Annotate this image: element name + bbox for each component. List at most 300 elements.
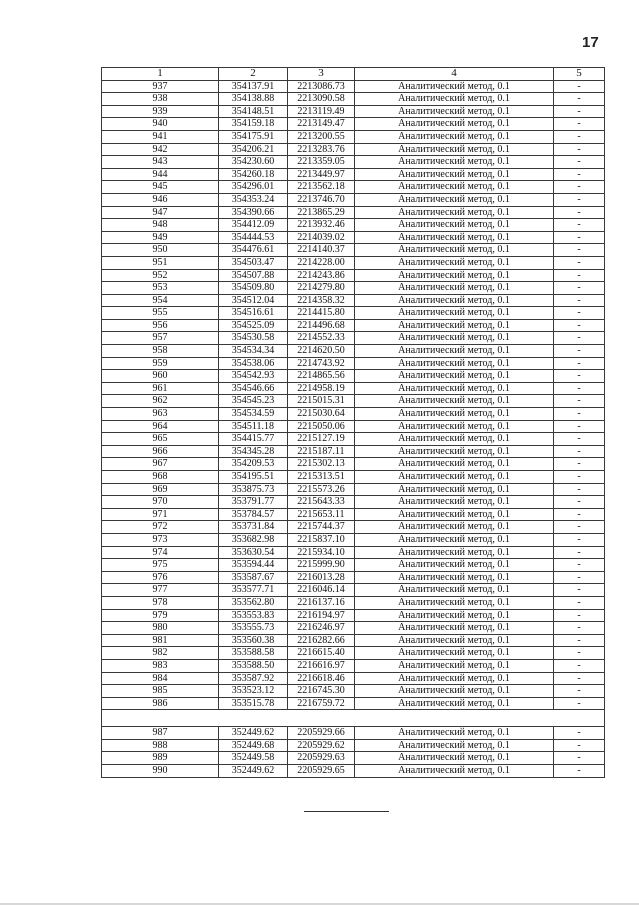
x-coordinate-cell: 354195.51 <box>219 471 288 484</box>
table-row <box>102 244 605 257</box>
y-coordinate-cell: 2216618.46 <box>288 672 355 685</box>
point-number-cell: 938 <box>102 93 219 106</box>
table-row <box>102 319 605 332</box>
note-cell: - <box>554 659 605 672</box>
table-row <box>102 256 605 269</box>
point-number-cell: 971 <box>102 508 219 521</box>
point-number-cell: 987 <box>102 727 219 740</box>
point-number-cell: 963 <box>102 408 219 421</box>
table-row <box>102 571 605 584</box>
y-coordinate-cell: 2215127.19 <box>288 433 355 446</box>
y-coordinate-cell: 2214358.32 <box>288 294 355 307</box>
note-cell: - <box>554 672 605 685</box>
x-coordinate-cell: 353587.92 <box>219 672 288 685</box>
table-row <box>102 609 605 622</box>
method-cell: Аналитический метод, 0.1 <box>355 332 554 345</box>
point-number-cell: 937 <box>102 80 219 93</box>
method-cell: Аналитический метод, 0.1 <box>355 408 554 421</box>
column-header: 5 <box>554 68 605 81</box>
x-coordinate-cell: 353588.58 <box>219 647 288 660</box>
y-coordinate-cell: 2213090.58 <box>288 93 355 106</box>
x-coordinate-cell: 354444.53 <box>219 231 288 244</box>
y-coordinate-cell: 2213562.18 <box>288 181 355 194</box>
y-coordinate-cell: 2213449.97 <box>288 168 355 181</box>
method-cell: Аналитический метод, 0.1 <box>355 420 554 433</box>
note-cell: - <box>554 458 605 471</box>
method-cell: Аналитический метод, 0.1 <box>355 319 554 332</box>
point-number-cell: 986 <box>102 697 219 710</box>
y-coordinate-cell: 2205929.66 <box>288 727 355 740</box>
note-cell: - <box>554 395 605 408</box>
note-cell: - <box>554 752 605 765</box>
point-number-cell: 976 <box>102 571 219 584</box>
point-number-cell: 983 <box>102 659 219 672</box>
note-cell: - <box>554 471 605 484</box>
method-cell: Аналитический метод, 0.1 <box>355 609 554 622</box>
x-coordinate-cell: 353553.83 <box>219 609 288 622</box>
table-row <box>102 445 605 458</box>
method-cell: Аналитический метод, 0.1 <box>355 156 554 169</box>
y-coordinate-cell: 2214743.92 <box>288 357 355 370</box>
x-coordinate-cell: 352449.62 <box>219 765 288 778</box>
x-coordinate-cell: 353577.71 <box>219 584 288 597</box>
note-cell: - <box>554 521 605 534</box>
method-cell: Аналитический метод, 0.1 <box>355 80 554 93</box>
table-row <box>102 345 605 358</box>
point-number-cell: 940 <box>102 118 219 131</box>
y-coordinate-cell: 2214279.80 <box>288 282 355 295</box>
y-coordinate-cell: 2214039.02 <box>288 231 355 244</box>
note-cell: - <box>554 219 605 232</box>
table-row <box>102 647 605 660</box>
table-row <box>102 357 605 370</box>
method-cell: Аналитический метод, 0.1 <box>355 458 554 471</box>
point-number-cell: 967 <box>102 458 219 471</box>
x-coordinate-cell: 354345.28 <box>219 445 288 458</box>
table-row <box>102 130 605 143</box>
method-cell: Аналитический метод, 0.1 <box>355 508 554 521</box>
note-cell: - <box>554 105 605 118</box>
table-row <box>102 282 605 295</box>
x-coordinate-cell: 353791.77 <box>219 496 288 509</box>
x-coordinate-cell: 353523.12 <box>219 685 288 698</box>
point-number-cell: 974 <box>102 546 219 559</box>
note-cell: - <box>554 697 605 710</box>
method-cell: Аналитический метод, 0.1 <box>355 546 554 559</box>
table-row <box>102 546 605 559</box>
method-cell: Аналитический метод, 0.1 <box>355 269 554 282</box>
x-coordinate-cell: 354353.24 <box>219 193 288 206</box>
point-number-cell: 980 <box>102 622 219 635</box>
table-row <box>102 765 605 778</box>
point-number-cell: 981 <box>102 634 219 647</box>
x-coordinate-cell: 352449.62 <box>219 727 288 740</box>
point-number-cell: 990 <box>102 765 219 778</box>
table-row <box>102 105 605 118</box>
x-coordinate-cell: 354545.23 <box>219 395 288 408</box>
method-cell: Аналитический метод, 0.1 <box>355 256 554 269</box>
table-row <box>102 685 605 698</box>
method-cell: Аналитический метод, 0.1 <box>355 596 554 609</box>
table-row <box>102 206 605 219</box>
x-coordinate-cell: 354538.06 <box>219 357 288 370</box>
method-cell: Аналитический метод, 0.1 <box>355 659 554 672</box>
note-cell: - <box>554 483 605 496</box>
y-coordinate-cell: 2213149.47 <box>288 118 355 131</box>
method-cell: Аналитический метод, 0.1 <box>355 634 554 647</box>
y-coordinate-cell: 2216137.16 <box>288 596 355 609</box>
note-cell: - <box>554 508 605 521</box>
y-coordinate-cell: 2215030.64 <box>288 408 355 421</box>
y-coordinate-cell: 2214140.37 <box>288 244 355 257</box>
note-cell: - <box>554 206 605 219</box>
note-cell: - <box>554 596 605 609</box>
x-coordinate-cell: 354296.01 <box>219 181 288 194</box>
note-cell: - <box>554 244 605 257</box>
note-cell: - <box>554 634 605 647</box>
point-number-cell: 969 <box>102 483 219 496</box>
y-coordinate-cell: 2213865.29 <box>288 206 355 219</box>
coordinates-table <box>101 67 605 778</box>
method-cell: Аналитический метод, 0.1 <box>355 685 554 698</box>
x-coordinate-cell: 354546.66 <box>219 382 288 395</box>
x-coordinate-cell: 353594.44 <box>219 559 288 572</box>
x-coordinate-cell: 354148.51 <box>219 105 288 118</box>
point-number-cell: 960 <box>102 370 219 383</box>
note-cell: - <box>554 231 605 244</box>
x-coordinate-cell: 354415.77 <box>219 433 288 446</box>
column-header: 4 <box>355 68 554 81</box>
point-number-cell: 964 <box>102 420 219 433</box>
method-cell: Аналитический метод, 0.1 <box>355 445 554 458</box>
table-row <box>102 584 605 597</box>
point-number-cell: 984 <box>102 672 219 685</box>
point-number-cell: 942 <box>102 143 219 156</box>
point-number-cell: 959 <box>102 357 219 370</box>
note-cell: - <box>554 93 605 106</box>
y-coordinate-cell: 2213359.05 <box>288 156 355 169</box>
y-coordinate-cell: 2215744.37 <box>288 521 355 534</box>
table-row <box>102 193 605 206</box>
x-coordinate-cell: 354206.21 <box>219 143 288 156</box>
y-coordinate-cell: 2216282.66 <box>288 634 355 647</box>
table-row <box>102 118 605 131</box>
table-row <box>102 382 605 395</box>
table-row <box>102 156 605 169</box>
table-header-row <box>102 68 605 81</box>
point-number-cell: 970 <box>102 496 219 509</box>
method-cell: Аналитический метод, 0.1 <box>355 93 554 106</box>
point-number-cell: 968 <box>102 471 219 484</box>
note-cell: - <box>554 445 605 458</box>
x-coordinate-cell: 353560.38 <box>219 634 288 647</box>
point-number-cell: 989 <box>102 752 219 765</box>
method-cell: Аналитический метод, 0.1 <box>355 622 554 635</box>
y-coordinate-cell: 2205929.65 <box>288 765 355 778</box>
method-cell: Аналитический метод, 0.1 <box>355 571 554 584</box>
table-row <box>102 659 605 672</box>
y-coordinate-cell: 2205929.62 <box>288 739 355 752</box>
note-cell: - <box>554 256 605 269</box>
y-coordinate-cell: 2215015.31 <box>288 395 355 408</box>
point-number-cell: 985 <box>102 685 219 698</box>
method-cell: Аналитический метод, 0.1 <box>355 307 554 320</box>
method-cell: Аналитический метод, 0.1 <box>355 181 554 194</box>
y-coordinate-cell: 2215313.51 <box>288 471 355 484</box>
point-number-cell: 988 <box>102 739 219 752</box>
point-number-cell: 965 <box>102 433 219 446</box>
x-coordinate-cell: 354516.61 <box>219 307 288 320</box>
note-cell: - <box>554 193 605 206</box>
table-row <box>102 219 605 232</box>
point-number-cell: 973 <box>102 533 219 546</box>
method-cell: Аналитический метод, 0.1 <box>355 130 554 143</box>
note-cell: - <box>554 496 605 509</box>
table-row <box>102 634 605 647</box>
note-cell: - <box>554 408 605 421</box>
x-coordinate-cell: 353784.57 <box>219 508 288 521</box>
point-number-cell: 945 <box>102 181 219 194</box>
note-cell: - <box>554 269 605 282</box>
method-cell: Аналитический метод, 0.1 <box>355 168 554 181</box>
x-coordinate-cell: 354542.93 <box>219 370 288 383</box>
method-cell: Аналитический метод, 0.1 <box>355 559 554 572</box>
x-coordinate-cell: 352449.58 <box>219 752 288 765</box>
table-row <box>102 508 605 521</box>
table-row <box>102 697 605 710</box>
point-number-cell: 977 <box>102 584 219 597</box>
x-coordinate-cell: 354476.61 <box>219 244 288 257</box>
y-coordinate-cell: 2216745.30 <box>288 685 355 698</box>
method-cell: Аналитический метод, 0.1 <box>355 433 554 446</box>
point-number-cell: 955 <box>102 307 219 320</box>
gap-cell <box>288 710 355 727</box>
y-coordinate-cell: 2205929.63 <box>288 752 355 765</box>
point-number-cell: 950 <box>102 244 219 257</box>
note-cell: - <box>554 559 605 572</box>
method-cell: Аналитический метод, 0.1 <box>355 382 554 395</box>
y-coordinate-cell: 2215934.10 <box>288 546 355 559</box>
divider-line <box>304 811 389 812</box>
point-number-cell: 966 <box>102 445 219 458</box>
method-cell: Аналитический метод, 0.1 <box>355 584 554 597</box>
y-coordinate-cell: 2214243.86 <box>288 269 355 282</box>
table-row <box>102 181 605 194</box>
x-coordinate-cell: 353682.98 <box>219 533 288 546</box>
y-coordinate-cell: 2216616.97 <box>288 659 355 672</box>
y-coordinate-cell: 2216759.72 <box>288 697 355 710</box>
note-cell: - <box>554 584 605 597</box>
point-number-cell: 982 <box>102 647 219 660</box>
table-row <box>102 559 605 572</box>
gap-cell <box>102 710 219 727</box>
method-cell: Аналитический метод, 0.1 <box>355 370 554 383</box>
method-cell: Аналитический метод, 0.1 <box>355 483 554 496</box>
x-coordinate-cell: 354412.09 <box>219 219 288 232</box>
y-coordinate-cell: 2213200.55 <box>288 130 355 143</box>
x-coordinate-cell: 353562.80 <box>219 596 288 609</box>
note-cell: - <box>554 181 605 194</box>
x-coordinate-cell: 353555.73 <box>219 622 288 635</box>
x-coordinate-cell: 353630.54 <box>219 546 288 559</box>
gap-cell <box>554 710 605 727</box>
note-cell: - <box>554 546 605 559</box>
point-number-cell: 941 <box>102 130 219 143</box>
table-row <box>102 596 605 609</box>
note-cell: - <box>554 156 605 169</box>
y-coordinate-cell: 2215837.10 <box>288 533 355 546</box>
note-cell: - <box>554 168 605 181</box>
method-cell: Аналитический метод, 0.1 <box>355 727 554 740</box>
table-row <box>102 93 605 106</box>
column-header: 3 <box>288 68 355 81</box>
note-cell: - <box>554 294 605 307</box>
table-row <box>102 307 605 320</box>
method-cell: Аналитический метод, 0.1 <box>355 697 554 710</box>
point-number-cell: 961 <box>102 382 219 395</box>
method-cell: Аналитический метод, 0.1 <box>355 143 554 156</box>
note-cell: - <box>554 118 605 131</box>
note-cell: - <box>554 622 605 635</box>
point-number-cell: 947 <box>102 206 219 219</box>
table-row <box>102 395 605 408</box>
point-number-cell: 948 <box>102 219 219 232</box>
x-coordinate-cell: 354525.09 <box>219 319 288 332</box>
method-cell: Аналитический метод, 0.1 <box>355 118 554 131</box>
table-gap-row <box>102 710 605 727</box>
method-cell: Аналитический метод, 0.1 <box>355 647 554 660</box>
point-number-cell: 943 <box>102 156 219 169</box>
y-coordinate-cell: 2216013.28 <box>288 571 355 584</box>
note-cell: - <box>554 609 605 622</box>
method-cell: Аналитический метод, 0.1 <box>355 752 554 765</box>
note-cell: - <box>554 332 605 345</box>
table-row <box>102 483 605 496</box>
note-cell: - <box>554 727 605 740</box>
y-coordinate-cell: 2215999.90 <box>288 559 355 572</box>
page-number: 17 <box>582 34 599 51</box>
note-cell: - <box>554 143 605 156</box>
x-coordinate-cell: 354175.91 <box>219 130 288 143</box>
table-row <box>102 521 605 534</box>
x-coordinate-cell: 354511.18 <box>219 420 288 433</box>
method-cell: Аналитический метод, 0.1 <box>355 765 554 778</box>
x-coordinate-cell: 353515.78 <box>219 697 288 710</box>
x-coordinate-cell: 354534.59 <box>219 408 288 421</box>
method-cell: Аналитический метод, 0.1 <box>355 496 554 509</box>
method-cell: Аналитический метод, 0.1 <box>355 294 554 307</box>
note-cell: - <box>554 647 605 660</box>
point-number-cell: 944 <box>102 168 219 181</box>
method-cell: Аналитический метод, 0.1 <box>355 521 554 534</box>
table-row <box>102 332 605 345</box>
y-coordinate-cell: 2216046.14 <box>288 584 355 597</box>
x-coordinate-cell: 354230.60 <box>219 156 288 169</box>
note-cell: - <box>554 345 605 358</box>
method-cell: Аналитический метод, 0.1 <box>355 282 554 295</box>
table-row <box>102 533 605 546</box>
table-row <box>102 231 605 244</box>
y-coordinate-cell: 2214552.33 <box>288 332 355 345</box>
note-cell: - <box>554 685 605 698</box>
note-cell: - <box>554 533 605 546</box>
method-cell: Аналитический метод, 0.1 <box>355 395 554 408</box>
y-coordinate-cell: 2215050.06 <box>288 420 355 433</box>
note-cell: - <box>554 370 605 383</box>
point-number-cell: 949 <box>102 231 219 244</box>
y-coordinate-cell: 2216194.97 <box>288 609 355 622</box>
x-coordinate-cell: 354260.18 <box>219 168 288 181</box>
y-coordinate-cell: 2214620.50 <box>288 345 355 358</box>
y-coordinate-cell: 2213932.46 <box>288 219 355 232</box>
x-coordinate-cell: 354138.88 <box>219 93 288 106</box>
point-number-cell: 958 <box>102 345 219 358</box>
method-cell: Аналитический метод, 0.1 <box>355 105 554 118</box>
y-coordinate-cell: 2215187.11 <box>288 445 355 458</box>
x-coordinate-cell: 352449.68 <box>219 739 288 752</box>
method-cell: Аналитический метод, 0.1 <box>355 739 554 752</box>
note-cell: - <box>554 80 605 93</box>
method-cell: Аналитический метод, 0.1 <box>355 219 554 232</box>
table-row <box>102 269 605 282</box>
table-row <box>102 622 605 635</box>
x-coordinate-cell: 354390.66 <box>219 206 288 219</box>
table-row <box>102 420 605 433</box>
method-cell: Аналитический метод, 0.1 <box>355 471 554 484</box>
point-number-cell: 954 <box>102 294 219 307</box>
method-cell: Аналитический метод, 0.1 <box>355 193 554 206</box>
point-number-cell: 946 <box>102 193 219 206</box>
y-coordinate-cell: 2215643.33 <box>288 496 355 509</box>
point-number-cell: 972 <box>102 521 219 534</box>
gap-cell <box>355 710 554 727</box>
method-cell: Аналитический метод, 0.1 <box>355 231 554 244</box>
point-number-cell: 939 <box>102 105 219 118</box>
y-coordinate-cell: 2214228.00 <box>288 256 355 269</box>
note-cell: - <box>554 282 605 295</box>
note-cell: - <box>554 571 605 584</box>
y-coordinate-cell: 2213746.70 <box>288 193 355 206</box>
note-cell: - <box>554 765 605 778</box>
table-row <box>102 168 605 181</box>
point-number-cell: 953 <box>102 282 219 295</box>
y-coordinate-cell: 2213119.49 <box>288 105 355 118</box>
note-cell: - <box>554 433 605 446</box>
y-coordinate-cell: 2214958.19 <box>288 382 355 395</box>
x-coordinate-cell: 353875.73 <box>219 483 288 496</box>
note-cell: - <box>554 382 605 395</box>
table-row <box>102 672 605 685</box>
table-row <box>102 752 605 765</box>
point-number-cell: 962 <box>102 395 219 408</box>
point-number-cell: 979 <box>102 609 219 622</box>
x-coordinate-cell: 354509.80 <box>219 282 288 295</box>
y-coordinate-cell: 2214496.68 <box>288 319 355 332</box>
x-coordinate-cell: 353588.50 <box>219 659 288 672</box>
note-cell: - <box>554 319 605 332</box>
table-row <box>102 471 605 484</box>
x-coordinate-cell: 354159.18 <box>219 118 288 131</box>
note-cell: - <box>554 357 605 370</box>
y-coordinate-cell: 2216615.40 <box>288 647 355 660</box>
x-coordinate-cell: 354503.47 <box>219 256 288 269</box>
note-cell: - <box>554 307 605 320</box>
method-cell: Аналитический метод, 0.1 <box>355 672 554 685</box>
y-coordinate-cell: 2215573.26 <box>288 483 355 496</box>
x-coordinate-cell: 354534.34 <box>219 345 288 358</box>
x-coordinate-cell: 353731.84 <box>219 521 288 534</box>
table-row <box>102 458 605 471</box>
